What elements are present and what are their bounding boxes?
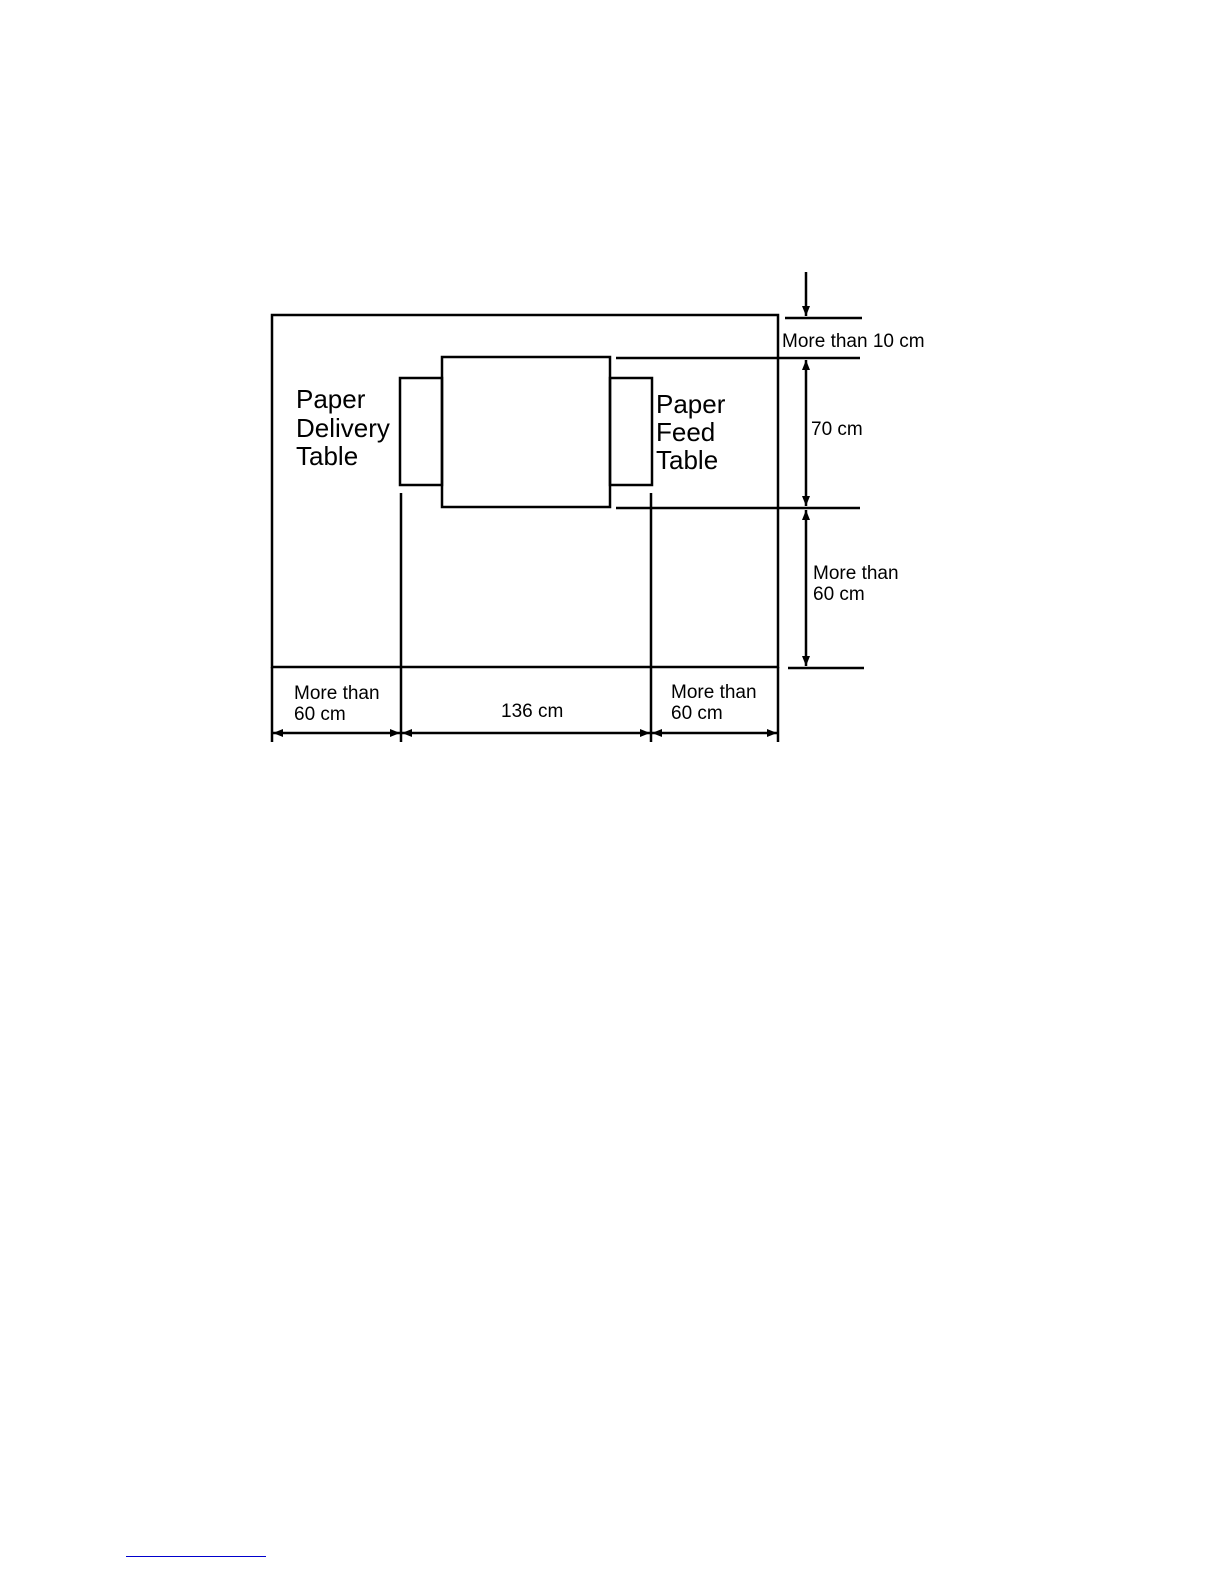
delivery-table-label-line1: Paper — [296, 384, 366, 414]
feed-table-label-line1: Paper — [656, 389, 726, 419]
delivery-table-label-line3: Table — [296, 441, 359, 471]
front-clearance-label-line2: 60 cm — [813, 584, 865, 605]
right-clearance-label-line2: 60 cm — [671, 703, 723, 724]
footnote-divider — [126, 1556, 266, 1557]
feed-table-label-line2: Feed — [656, 417, 716, 447]
top-clearance-label: More than 10 cm — [782, 331, 925, 352]
machine-body — [442, 357, 610, 507]
width-label: 136 cm — [501, 701, 564, 722]
feed-table-label-line3: Table — [656, 445, 719, 475]
left-clearance-label-line1: More than — [294, 683, 380, 704]
paper-delivery-table-shape — [400, 378, 442, 485]
delivery-table-label-line2: Delivery — [296, 413, 390, 443]
paper-feed-table-shape — [610, 378, 652, 485]
right-clearance-label-line1: More than — [671, 682, 757, 703]
left-clearance-label-line2: 60 cm — [294, 704, 346, 725]
installation-area-outline — [272, 315, 778, 667]
depth-label: 70 cm — [811, 419, 863, 440]
front-clearance-label-line1: More than — [813, 563, 899, 584]
